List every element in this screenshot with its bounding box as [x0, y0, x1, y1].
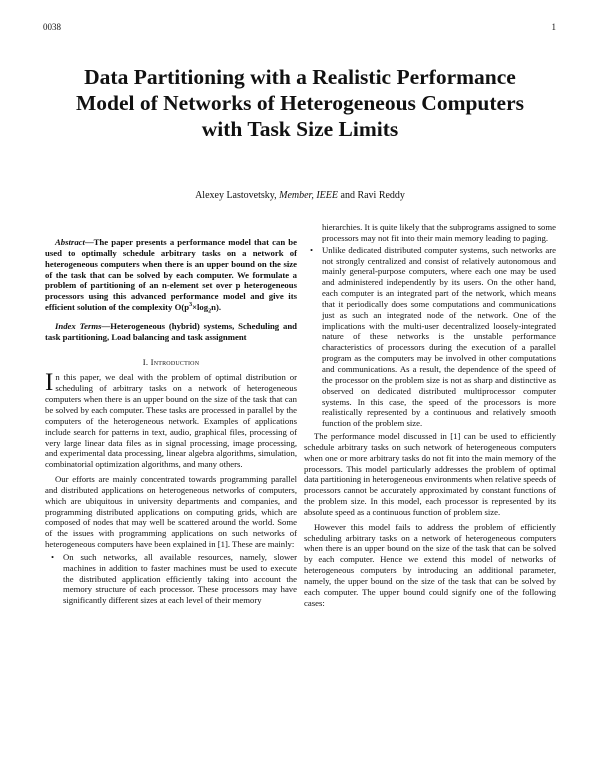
left-column — [45, 237, 297, 606]
paragraph-4: However this model fails to address the problem of efficiently scheduling arbitrary tasks on a network of heterogeneous computers when there is an upper bound on the size of the task that can be solved by each computer. Hence we extend this model of networks of heterogeneous computers by introducing an additional parameter, namely, the upper bound on the size of the task that can be solved by each computer. The upper bound could signify one of the following cases: — [304, 521, 556, 608]
abstract — [45, 237, 297, 313]
abstract-end: n). — [211, 302, 222, 313]
page-id: 0038 — [43, 22, 61, 32]
drop-cap: I — [45, 369, 54, 397]
bullet-icon: • — [310, 244, 314, 255]
list-item — [310, 244, 556, 429]
list-item-text: On such networks, all available resources, namely, slower machines in addition to faster machines must be used to execute the distributed application efficiently taking into account the memory structure of each processor. These processors may have significantly different sizes at each level of their memory — [63, 551, 297, 606]
intro-p1-text: n this paper, we deal with the problem of optimal distribution or scheduling of arbitrary tasks on a network of heterogeneous computers when there is an upper bound on the size of the task that can be solved by each computer. These tasks are processed in parallel by the computers of the heterogeneous network. Examples of applications include search for patterns in text, audio, graphical files, processing of very large linear data files as in signal processing, image processing, and experimental data processing, linear algebra algorithms, simulation, combinatorial optimization algorithms, and many others. — [45, 372, 297, 470]
abstract-mid: ×log — [192, 302, 209, 313]
list-item — [51, 551, 297, 606]
paper-title: Data Partitioning with a Realistic Performance Model of Networks of Heterogeneous Computers with Task Size Limits — [75, 65, 525, 141]
abstract-sub: 2 — [208, 308, 212, 315]
section-heading — [45, 357, 297, 368]
intro-paragraph-1 — [45, 369, 297, 470]
paragraph-3: The performance model discussed in [1] can be used to efficiently schedule arbitrary tasks on such network of heterogeneous computers when one or more arbitrary tasks do not fit into the main memory of the processors. This model particularly addresses the problem of optimal data partitioning in heterogeneous environments when relative speeds of processors cannot be accurately approximated by constant functions of the problem size. In this model, each processor is represented by its absolute speed as a continuous function of problem size. — [304, 431, 556, 517]
page-number: 1 — [551, 22, 556, 32]
abstract-sup: 3 — [189, 302, 193, 309]
intro-paragraph-2: Our efforts are mainly concentrated towards programming parallel and distributed applications on heterogeneous networks of computers, which are ubiquitous in university departments and companies, and programming distributed applications on computing grids, which are composed of nodes that may well be scattered around the world. Some of the issues with programming applications on such networks of heterogeneous computers have been explained in [1]. These are mainly: — [45, 474, 297, 550]
bullet-icon: • — [51, 551, 55, 562]
author-2: and Ravi Reddy — [338, 190, 405, 201]
index-terms-text: —Heterogeneous (hybrid) systems, Scheduling and task partitioning, Load balancing and task assignment — [45, 320, 298, 342]
author-1-role: Member, IEEE — [279, 190, 338, 201]
right-column — [304, 222, 556, 609]
index-terms — [45, 321, 297, 343]
list-item-text: Unlike dedicated distributed computer systems, such networks are not strongly centralized and consist of relatively autonomous and mainly general-purpose computers, where each one may be used and administered independently by its users. On the other hand, each computer is an integrated part of the network, which means that it periodically does some computations and communications just as such an integrated node of the network. One of the implications with the multi-user decentralized loosely-integrated nature of these networks is the unstable performance characteristics of processors during the execution of a parallel program as the computers may be involved in other computations and communications. As a result, the dependence of the speed of the processor on the problem size is not as sharp and distinctive as observed on dedicated distributed multiprocessor computer systems. In this case, the speed of the processors is more realistically represented by a continuous and relatively smooth function of the problem size. — [322, 244, 556, 429]
index-terms-label: Index Terms — [55, 320, 102, 331]
abstract-text: —The paper presents a performance model that can be used to optimally schedule arbitrary tasks on a network of heterogeneous computers when there is an upper bound on the size of the task that can be solved by each computer. We formulate a problem of partitioning of an n-element set over p heterogeneous processors using this advanced performance model and give its efficient solution of the complexity O(p — [45, 237, 297, 313]
section-title: Introduction — [150, 356, 200, 367]
authors — [60, 190, 540, 201]
issues-list-left — [45, 552, 297, 606]
author-1: Alexey Lastovetsky, — [195, 190, 277, 201]
abstract-label: Abstract — [55, 237, 85, 247]
section-number: I. — [142, 356, 149, 367]
issues-list-right — [304, 245, 556, 429]
list-item-continuation: hierarchies. It is quite likely that the subprograms assigned to some processors may not fit into their main memory leading to paging. — [322, 222, 556, 243]
